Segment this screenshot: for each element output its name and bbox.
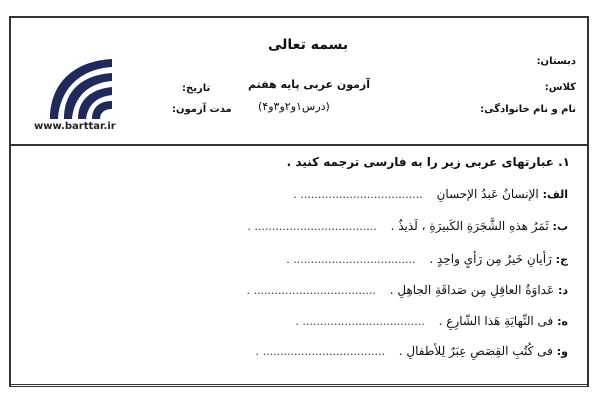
list-item <box>295 314 568 328</box>
answer-blank[interactable]: ................................... . <box>255 345 385 358</box>
lessons-range: (درس۱و۲و۳و۴) <box>258 100 330 113</box>
list-item <box>293 187 568 201</box>
item-label: ج: <box>555 253 568 266</box>
footer-divider <box>9 384 589 387</box>
student-name-label: نام و نام خانوادگی: <box>480 104 576 115</box>
header-divider <box>9 144 589 146</box>
item-label: د: <box>557 284 568 297</box>
arabic-sentence: رَأیانِ خَیرٌ مِن رَأیٍ واحِدٍ . <box>429 252 552 266</box>
item-label: ب: <box>552 220 568 233</box>
item-label: و: <box>556 345 568 358</box>
question-instruction: ۱. عبارتهای عربی زیر را به فارسی ترجمه کنید . <box>286 155 570 169</box>
item-label: الف: <box>542 188 568 201</box>
date-label: تاریخ: <box>182 83 211 94</box>
duration-label: مدت آزمون: <box>172 104 232 115</box>
school-label: دبستان: <box>536 56 576 67</box>
page-title: بسمه تعالی <box>268 37 349 53</box>
answer-blank[interactable]: ................................... . <box>293 188 423 201</box>
barttar-logo-icon <box>48 55 114 121</box>
answer-blank[interactable]: ................................... . <box>247 220 377 233</box>
answer-blank[interactable]: ................................... . <box>246 284 376 297</box>
arabic-sentence: عَداوَةُ العاقِلِ مِن صَداقَةِ الجاهِلِ . <box>389 283 555 297</box>
arabic-sentence: فی النِّهایَةِ هَذا الشّارِعِ . <box>438 314 554 328</box>
list-item <box>286 252 568 266</box>
arabic-sentence: فی کُتُبِ القِصَصِ عِبَرٌ لِلأطفالِ . <box>398 344 553 358</box>
list-item <box>256 344 568 358</box>
website-url: www.barttar.ir <box>34 121 116 132</box>
list-item <box>247 283 568 297</box>
list-item <box>247 219 568 233</box>
item-label: ه: <box>557 315 568 328</box>
class-label: کلاس: <box>544 82 576 93</box>
arabic-sentence: الإنسانُ عَبدُ الإحسانِ <box>436 187 539 201</box>
subject-title: آزمون عربی پایه هفتم <box>248 78 371 91</box>
answer-blank[interactable]: ................................... . <box>295 315 425 328</box>
arabic-sentence: ثَمَرُ هذهِ الشَّجَرَةِ الکَبیرَةِ ، لَذیذٌ . <box>390 219 549 233</box>
answer-blank[interactable]: ................................... . <box>286 253 416 266</box>
